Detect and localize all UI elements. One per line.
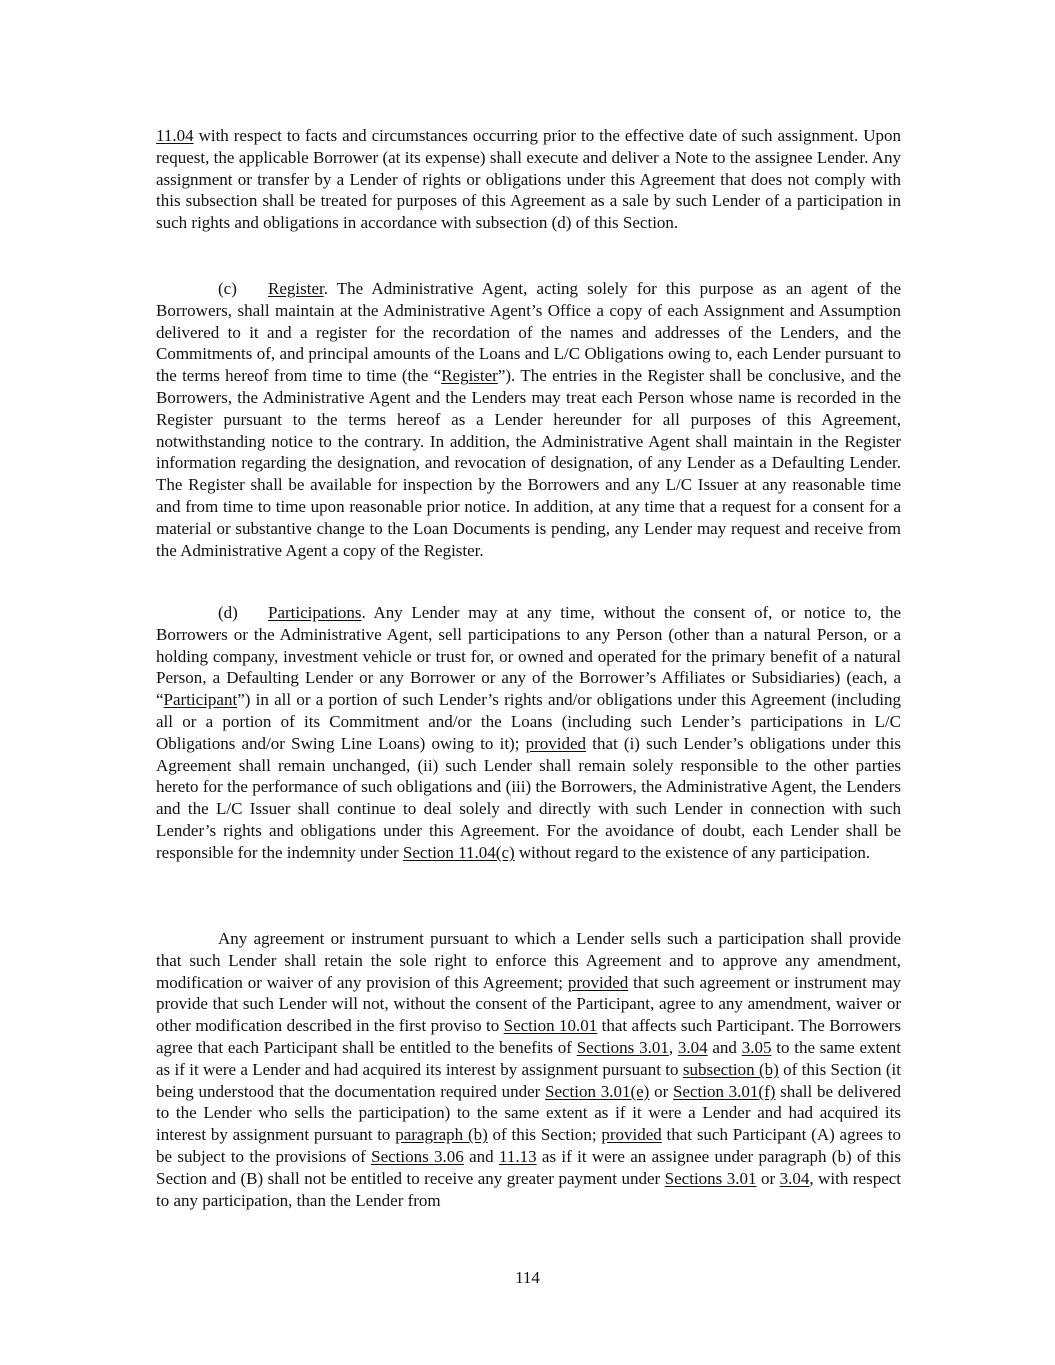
section-ref: 11.13 bbox=[498, 1146, 537, 1166]
paragraph-text: as if it were an assignee under paragraph (b) of this Section and (B) shall not be entitled to receive any greater payment under bbox=[156, 1146, 901, 1188]
section-ref: Section 3.01(f) bbox=[672, 1081, 776, 1101]
paragraph-d-participations bbox=[156, 602, 901, 864]
provided-term: provided bbox=[567, 972, 629, 992]
paragraph-text: with respect to facts and circumstances occurring prior to the effective date of such assignment. Upon request, the applicable Borrower (at its expense) shall execute and deliver a Note to the assignee Lender. Any assignment or transfer by a Lender of rights or obligations under this Agreement that does not comply with this subsection shall be treated for purposes of this Agreement as a sale by such Lender of a participation in such rights and obligations in accordance with subsection (d) of this Section. bbox=[156, 126, 901, 233]
paragraph-c-register bbox=[156, 278, 901, 561]
paragraph-text: without regard to the existence of any participation. bbox=[514, 842, 871, 862]
section-ref: Sections 3.06 bbox=[371, 1146, 464, 1166]
section-ref-11-04: 11.04 bbox=[156, 126, 194, 145]
paragraph-heading: Register bbox=[268, 279, 324, 298]
paragraph-b-continuation bbox=[156, 125, 901, 234]
provided-term: provided bbox=[525, 733, 587, 753]
paragraph-text: or bbox=[756, 1168, 780, 1188]
paragraph-participation-agreement bbox=[156, 928, 901, 1211]
section-ref: paragraph (b) bbox=[395, 1125, 488, 1145]
section-ref: Section 10.01 bbox=[503, 1016, 598, 1036]
paragraph-heading: Participations bbox=[268, 603, 362, 622]
paragraph-text: shall be delivered to the Lender who sells the participation) to the same extent as if it were a Lender and had acquired its interest by assignment pursuant to bbox=[156, 1081, 901, 1145]
section-ref: 3.04 bbox=[677, 1037, 708, 1057]
paragraph-text: ”). The entries in the Register shall be conclusive, and the Borrowers, the Administrative Agent and the Lenders may treat each Person whose name is recorded in the Register pursuant to the terms hereof as a Lender hereunder for all purposes of this Agreement, notwithstanding notice to the contrary. In addition, the Administrative Agent shall maintain in the Register information regarding the designation, and revocation of designation, of any Lender as a Defaulting Lender. The Register shall be available for inspection by the Borrowers and any L/C Issuer at any reasonable time and from time to time upon reasonable prior notice. In addition, at any time that a request for a consent for a material or substantive change to the Loan Documents is pending, any Lender may request and receive from the Administrative Agent a copy of the Register. bbox=[156, 366, 901, 560]
page-number: 114 bbox=[515, 1268, 540, 1287]
paragraph-text: . Any Lender may at any time, without the consent of, or notice to, the Borrowers or the Administrative Agent, sell participations to any Person (other than a natural Person, or a holding company, investment vehicle or trust for, or owned and operated for the primary benefit of a natural Person, a Defaulting Lender or any Borrower or any of the Borrower’s Affiliates or Subsidiaries) (each, a “ bbox=[156, 603, 901, 710]
paragraph-text: , bbox=[668, 1037, 678, 1057]
section-ref: 3.05 bbox=[741, 1037, 772, 1057]
section-ref: Section 3.01(e) bbox=[545, 1081, 650, 1101]
paragraph-text: of this Section; bbox=[487, 1125, 602, 1145]
section-ref: 3.04 bbox=[779, 1168, 810, 1188]
section-ref: subsection (b) bbox=[682, 1059, 779, 1079]
provided-term: provided bbox=[601, 1125, 662, 1145]
paragraph-text: of this Section (it being understood that the documentation required under bbox=[156, 1059, 901, 1101]
paragraph-text: . The Administrative Agent, acting solely for this purpose as an agent of the Borrowers, shall maintain at the Administrative Agent’s Office a copy of each Assignment and Assumption delivered to it and a register for the recordation of the names and addresses of the Lenders, and the Commitments of, and principal amounts of the Loans and L/C Obligations owing to, each Lender pursuant to the terms hereof from time to time (the “ bbox=[156, 279, 901, 386]
paragraph-text: or bbox=[649, 1081, 673, 1101]
section-ref: Section 11.04(c) bbox=[402, 842, 515, 862]
paragraph-text: Any agreement or instrument pursuant to which a Lender sells such a participation shall provide that such Lender shall retain the sole right to enforce this Agreement and to approve any amendment, modification or waiver of any provision of this Agreement; bbox=[156, 929, 901, 992]
defined-term: Register bbox=[441, 366, 498, 386]
section-ref: Sections 3.01 bbox=[664, 1168, 757, 1188]
paragraph-text: and bbox=[463, 1146, 499, 1166]
paragraph-text: to the same extent as if it were a Lender and had acquired its interest by assignment pursuant to bbox=[156, 1037, 902, 1079]
paragraph-text: that (i) such Lender’s obligations under this Agreement shall remain unchanged, (ii) such Lender shall remain solely responsible to the other parties hereto for the performance of such obligations and (iii) the Borrowers, the Administrative Agent, the Lenders and the L/C Issuer shall continue to deal solely and directly with such Lender in connection with such Lender’s rights and obligations under this Agreement. For the avoidance of doubt, each Lender shall be responsible for the indemnity under bbox=[156, 733, 901, 862]
paragraph-label: (c) bbox=[218, 279, 237, 298]
defined-term: Participant bbox=[163, 690, 238, 710]
paragraph-text: that such Participant (A) agrees to be subject to the provisions of bbox=[156, 1125, 901, 1166]
paragraph-text: ”) in all or a portion of such Lender’s rights and/or obligations under this Agreement (including all or a portion of its Commitment and/or the Loans (including such Lender’s participations in L/C Obligations and/or Swing Line Loans) owing to it); bbox=[156, 690, 901, 753]
paragraph-label: (d) bbox=[218, 603, 238, 622]
paragraph-text: , with respect to any participation, than the Lender from bbox=[156, 1168, 902, 1210]
paragraph-text: that such agreement or instrument may provide that such Lender will not, without the consent of the Participant, agree to any amendment, waiver or other modification described in the first proviso to bbox=[156, 972, 901, 1036]
paragraph-text: that affects such Participant. The Borrowers agree that each Participant shall be entitled to the benefits of bbox=[156, 1016, 901, 1057]
paragraph-text: and bbox=[707, 1037, 742, 1057]
section-ref: Sections 3.01 bbox=[576, 1037, 669, 1057]
